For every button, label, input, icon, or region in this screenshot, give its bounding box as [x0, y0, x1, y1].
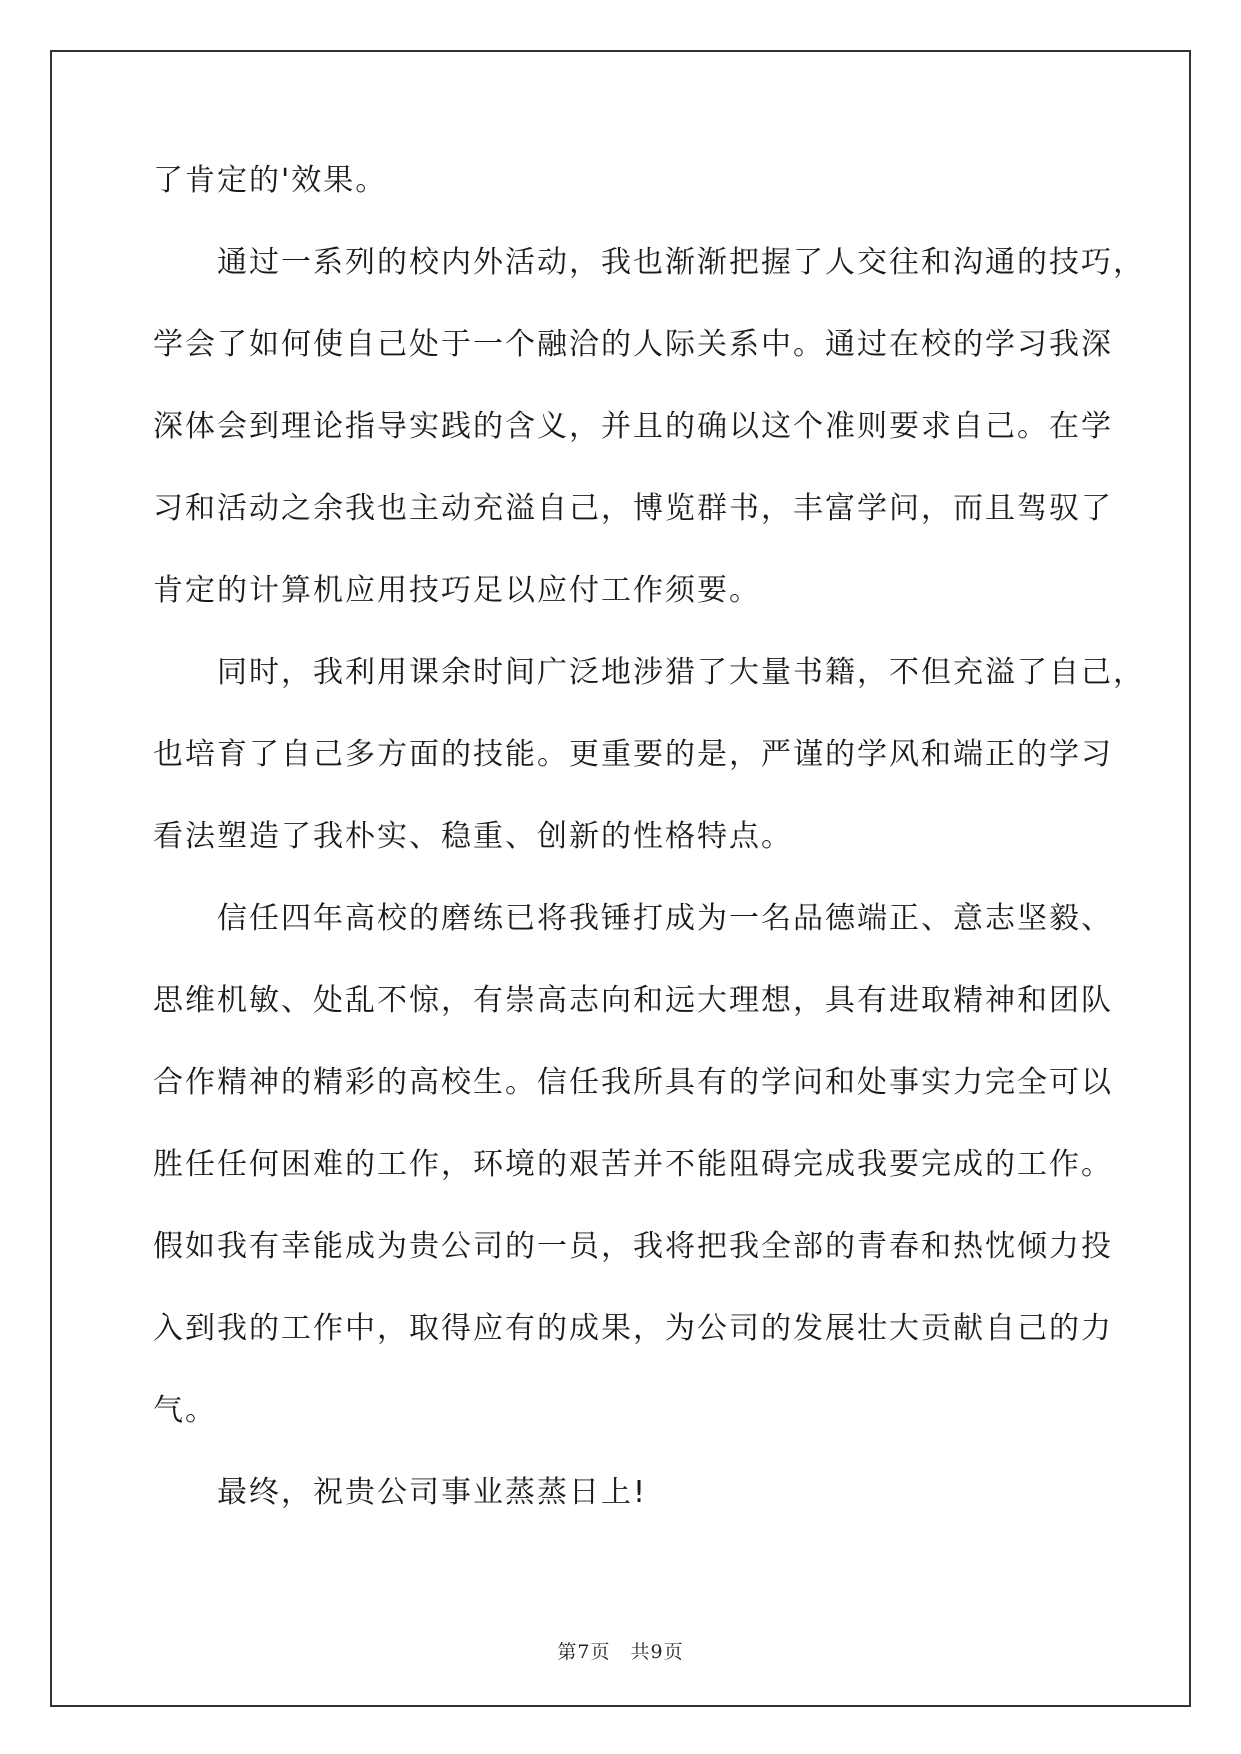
text-line: 合作精神的精彩的高校生。信任我所具有的学问和处事实力完全可以	[153, 1065, 1113, 1100]
text-line: 学会了如何使自己处于一个融洽的人际关系中。通过在校的学习我深	[153, 327, 1113, 362]
text-line: 胜任任何困难的工作，环境的艰苦并不能阻碍完成我要完成的工作。	[153, 1147, 1113, 1182]
text-line: 最终，祝贵公司事业蒸蒸日上!	[217, 1475, 648, 1510]
text-line: 假如我有幸能成为贵公司的一员，我将把我全部的青春和热忱倾力投	[153, 1229, 1113, 1264]
page-footer	[0, 1637, 1241, 1664]
text-line: 看法塑造了我朴实、稳重、创新的性格特点。	[153, 819, 793, 854]
text-line: 深体会到理论指导实践的含义，并且的确以这个准则要求自己。在学	[153, 409, 1113, 444]
page-total: 共9页	[630, 1641, 684, 1663]
text-line: 习和活动之余我也主动充溢自己，博览群书，丰富学问，而且驾驭了	[153, 491, 1113, 526]
text-line: 也培育了自己多方面的技能。更重要的是，严谨的学风和端正的学习	[153, 737, 1113, 772]
page-number: 第7页	[557, 1641, 611, 1663]
text-line: 了肯定的'效果。	[153, 163, 388, 198]
text-line: 气。	[153, 1393, 217, 1428]
text-line: 通过一系列的校内外活动，我也渐渐把握了人交往和沟通的技巧，	[217, 245, 1145, 280]
text-line: 信任四年高校的磨练已将我锤打成为一名品德端正、意志坚毅、	[217, 901, 1113, 936]
letter-body	[153, 160, 1145, 1554]
text-line: 同时，我利用课余时间广泛地涉猎了大量书籍，不但充溢了自己，	[217, 655, 1145, 690]
text-line: 入到我的工作中，取得应有的成果，为公司的发展壮大贡献自己的力	[153, 1311, 1113, 1346]
text-line: 思维机敏、处乱不惊，有崇高志向和远大理想，具有进取精神和团队	[153, 983, 1113, 1018]
text-line: 肯定的计算机应用技巧足以应付工作须要。	[153, 573, 761, 608]
